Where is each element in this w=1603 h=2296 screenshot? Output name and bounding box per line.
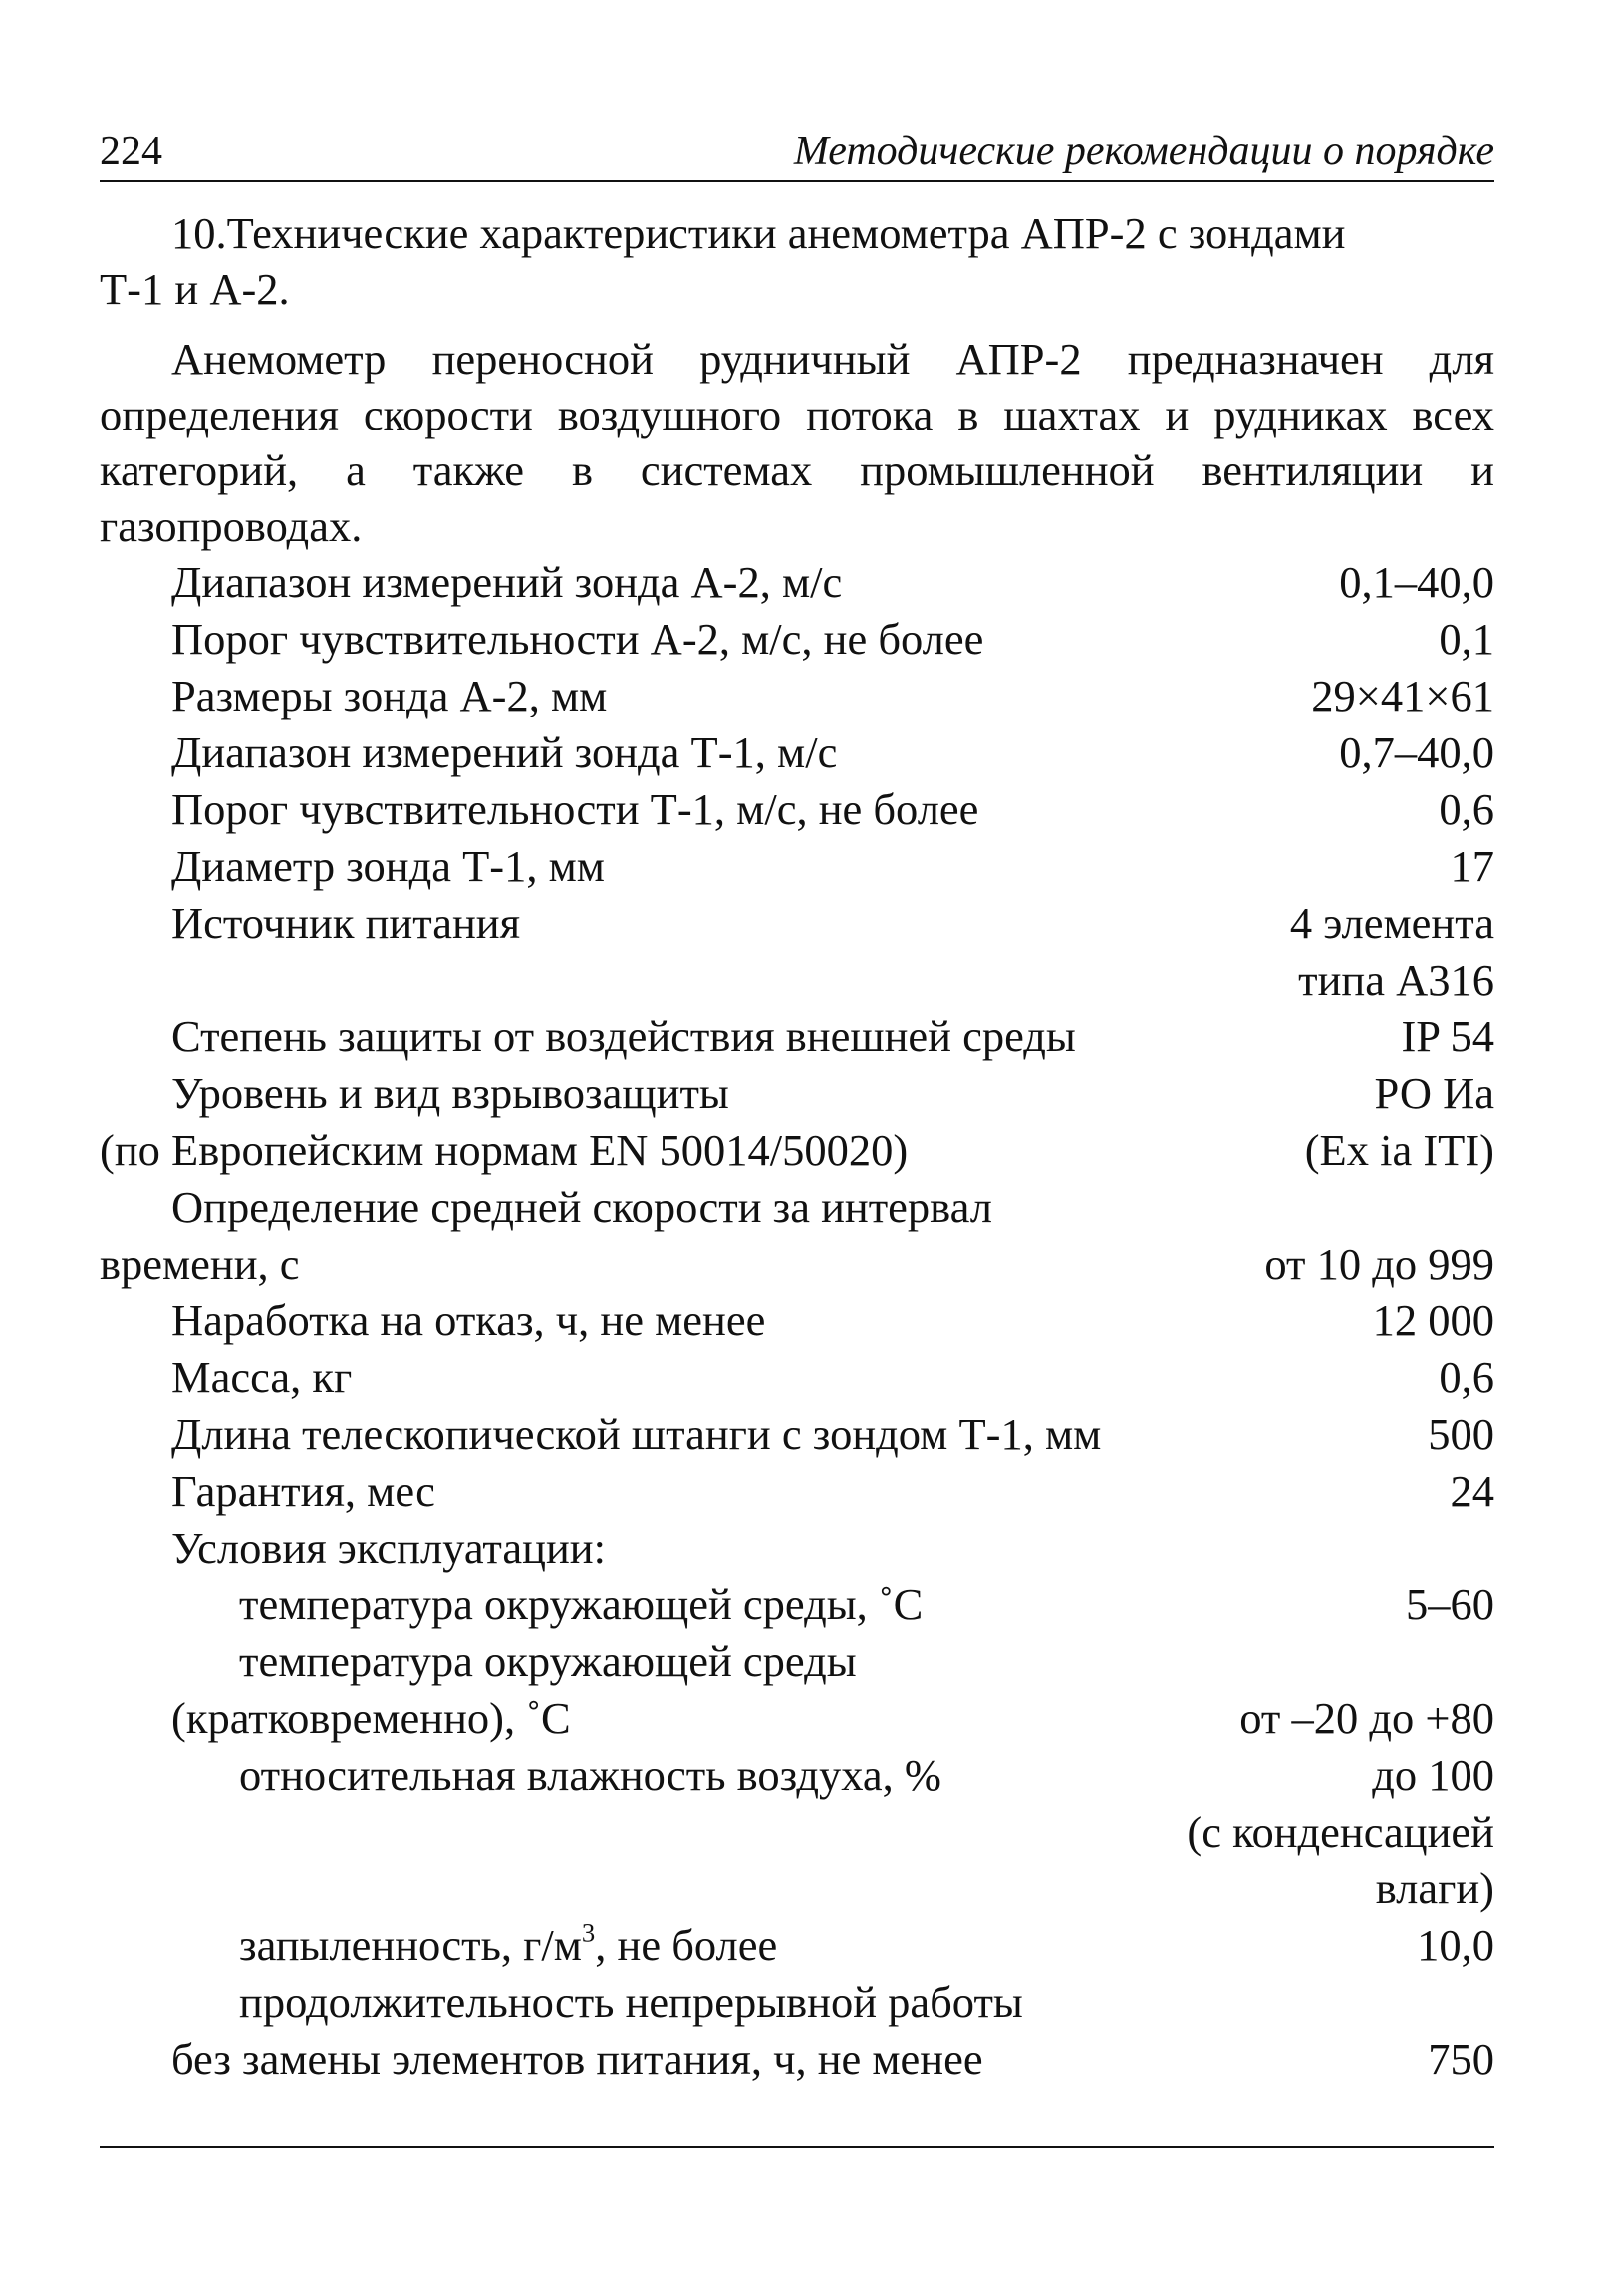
spec-row [100, 1747, 1494, 1917]
spec-label: Источник питания [171, 898, 521, 948]
footer-rule [100, 2146, 1494, 2148]
document-body [100, 205, 1494, 2088]
spec-row [100, 1008, 1494, 1065]
spec-label: Степень защиты от воздействия внешней среды [171, 1011, 1076, 1061]
running-title: Методические рекомендации о порядке [793, 129, 1494, 174]
spec-value: 5–60 [1406, 1579, 1494, 1629]
spec-label: Уровень и вид взрывозащиты [171, 1068, 729, 1118]
spec-label: Определение средней скорости за интервал [171, 1182, 992, 1232]
spec-label: Масса, кг [171, 1352, 353, 1402]
spec-row [100, 1463, 1494, 1520]
spec-label: Гарантия, мес [171, 1466, 435, 1516]
spec-value: 0,6 [1439, 784, 1494, 834]
spec-value-line: влаги) [1375, 1864, 1494, 1913]
conditions-heading: Условия эксплуатации: [171, 1523, 606, 1573]
spec-row [100, 838, 1494, 895]
spec-row [100, 1690, 1494, 1747]
spec-label: Порог чувствительности А-2, м/с, не более [171, 614, 984, 664]
spec-row [100, 1406, 1494, 1463]
spec-value: РО Иа [1374, 1068, 1494, 1118]
spec-row [100, 668, 1494, 724]
spec-label: времени, с [100, 1239, 300, 1289]
spec-label: (кратковременно), ˚С [171, 1693, 571, 1743]
spec-label: Длина телескопической штанги с зондом Т-1, мм [171, 1409, 1102, 1459]
spec-value-line: типа А316 [1298, 955, 1494, 1004]
spec-value: 24 [1450, 1466, 1494, 1516]
spec-value: 10,0 [1417, 1920, 1494, 1970]
spec-value-line: (с конденсацией [1187, 1807, 1494, 1857]
spec-label: относительная влажность воздуха, % [239, 1750, 941, 1800]
spec-row [100, 1520, 1494, 1577]
spec-label: Размеры зонда А-2, мм [171, 671, 608, 720]
spec-value-line: до 100 [1372, 1750, 1494, 1800]
spec-row [100, 724, 1494, 781]
spec-label: запыленность, $г/м^3$, не более [239, 1917, 778, 1970]
spec-row [100, 1577, 1494, 1633]
spec-label: температура окружающей среды, ˚С [239, 1579, 924, 1629]
spec-label: Порог чувствительности Т-1, м/с, не более [171, 784, 979, 834]
spec-value: 17 [1450, 841, 1494, 891]
spec-label: Наработка на отказ, ч, не менее [171, 1295, 766, 1345]
spec-value: 0,7–40,0 [1339, 727, 1494, 777]
spec-label: без замены элементов питания, ч, не менее [171, 2034, 983, 2084]
spec-row [100, 1122, 1494, 1179]
spec-row [100, 1917, 1494, 1974]
spec-value: 12 000 [1372, 1295, 1494, 1345]
spec-row [100, 1065, 1494, 1122]
spec-label: продолжительность непрерывной работы [239, 1977, 1023, 2027]
spec-label: (по Европейским нормам EN 50014/50020) [100, 1125, 909, 1175]
spec-value: 500 [1428, 1409, 1494, 1459]
spec-value: 29×41×61 [1311, 671, 1494, 720]
spec-row [100, 611, 1494, 668]
spec-row [100, 2031, 1494, 2088]
page-header [100, 126, 1494, 187]
spec-value-line: 4 элемента [1289, 898, 1494, 948]
spec-value: 0,1 [1439, 614, 1494, 664]
spec-value: IP 54 [1401, 1011, 1494, 1061]
spec-label: Диаметр зонда Т-1, мм [171, 841, 605, 891]
section-title-line1: 10.Технические характеристики анемометра АПР-2 с зондами [171, 208, 1346, 258]
spec-row [100, 1974, 1494, 2031]
intro-paragraph: Анемометр переносной рудничный АПР-2 предназначен для определения скорости воздушного потока в шахтах и рудниках всех категорий, а также в системах промышленной вентиляции и газопроводах. [100, 334, 1494, 551]
spec-value: (Ex ia ITI) [1304, 1125, 1494, 1175]
spec-row [100, 1236, 1494, 1292]
spec-value: 750 [1428, 2034, 1494, 2084]
spec-row [100, 1633, 1494, 1690]
spec-row [100, 895, 1494, 1008]
spec-value: 0,1–40,0 [1339, 557, 1494, 607]
spec-row [100, 1349, 1494, 1406]
spec-row [100, 781, 1494, 838]
spec-value: от 10 до 999 [1264, 1239, 1494, 1289]
spec-row [100, 1179, 1494, 1236]
spec-row [100, 554, 1494, 611]
spec-label: Диапазон измерений зонда А-2, м/с [171, 557, 843, 607]
page-number: 224 [100, 129, 162, 174]
spec-label: температура окружающей среды [239, 1636, 857, 1686]
spec-row [100, 1292, 1494, 1349]
spec-value: от –20 до +80 [1239, 1693, 1494, 1743]
spec-value: 0,6 [1439, 1352, 1494, 1402]
spec-value [1187, 1747, 1494, 1917]
header-rule [100, 180, 1494, 182]
section-title-line2: Т-1 и А-2. [100, 264, 290, 314]
spec-label: Диапазон измерений зонда Т-1, м/с [171, 727, 838, 777]
spec-value [1290, 895, 1494, 1008]
